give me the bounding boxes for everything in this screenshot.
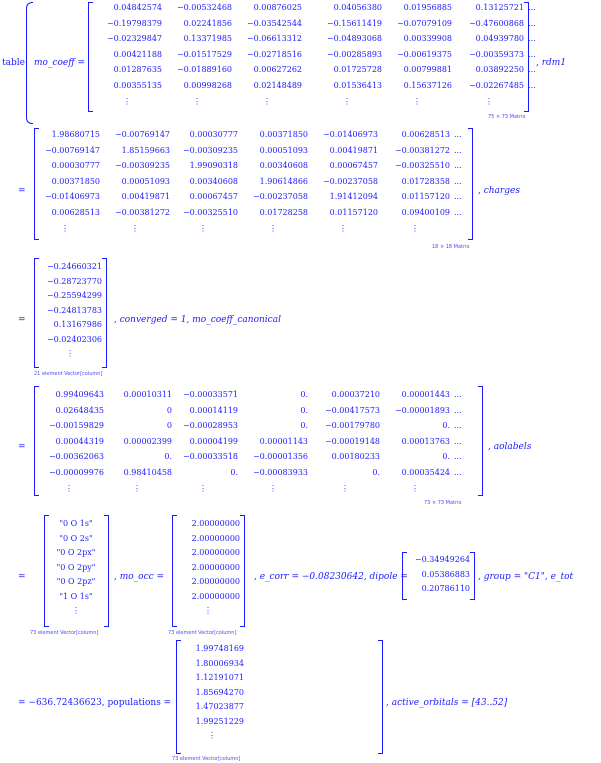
equals-sign: = bbox=[18, 442, 26, 452]
rdm1-dims: 18 × 18 Matrix bbox=[432, 244, 470, 250]
matrix-cell: 0.01956885 bbox=[403, 3, 452, 12]
matrix-cell: −0.00019148 bbox=[324, 436, 380, 446]
matrix-cell: −0.04893068 bbox=[326, 34, 382, 43]
charges-label: , charges bbox=[478, 186, 520, 196]
matrix-cell: −0.00417573 bbox=[324, 405, 380, 415]
matrix-cell: −0.00033571 bbox=[182, 390, 238, 399]
mo-coeff-label: mo_coeff = bbox=[34, 58, 86, 68]
row-ellipsis: ... bbox=[454, 176, 462, 186]
row-ellipsis: ... bbox=[454, 390, 462, 399]
matrix-cell: 0. bbox=[372, 467, 380, 477]
matrix-cell: −0.00325510 bbox=[182, 207, 238, 217]
etot-text: = −636.72436623, populations = bbox=[18, 698, 172, 708]
matrix-cell: −0.00362063 bbox=[48, 452, 104, 461]
matrix-cell: −0.07079109 bbox=[396, 18, 452, 28]
vector-entry: 1.99251229 bbox=[195, 716, 244, 726]
rdm1-matrix bbox=[38, 130, 468, 238]
matrix-cell: 0.00001443 bbox=[401, 390, 450, 399]
vector-entry: 2.00000000 bbox=[191, 562, 240, 572]
matrix-cell: −0.47600868 bbox=[468, 18, 524, 28]
row-ellipsis: ... bbox=[454, 452, 462, 461]
vector-vdots: ⋮ bbox=[204, 606, 212, 615]
column-vdots: ⋮ bbox=[341, 484, 349, 493]
vector-entry: 0.05386883 bbox=[421, 569, 470, 579]
row-ellipsis: ... bbox=[454, 192, 462, 201]
vector-entry: "0 O 1s" bbox=[59, 519, 93, 528]
vector-entry: "1 O 1s" bbox=[59, 591, 93, 601]
row-ellipsis: ... bbox=[528, 18, 536, 28]
matrix-cell: −0.00083933 bbox=[252, 467, 308, 477]
matrix-cell: −0.02718516 bbox=[246, 49, 302, 59]
matrix-cell: −0.00033518 bbox=[182, 452, 238, 461]
vector-entry: 1.85694270 bbox=[195, 687, 244, 697]
matrix-cell: 0.13371985 bbox=[183, 34, 232, 43]
matrix-cell: 0 bbox=[166, 421, 172, 430]
matrix-cell: 1.98680715 bbox=[51, 130, 100, 139]
matrix-cell: 0.00030777 bbox=[51, 161, 100, 170]
row-ellipsis: ... bbox=[454, 467, 462, 477]
matrix-cell: 0.00419871 bbox=[121, 192, 170, 201]
vector-entry: 1.99748169 bbox=[195, 644, 244, 653]
vector-vdots: ⋮ bbox=[208, 731, 216, 740]
vector-entry: "0 O 2s" bbox=[59, 533, 93, 543]
matrix-cell: −0.00237058 bbox=[252, 192, 308, 201]
matrix-cell: 0.02148489 bbox=[253, 80, 302, 90]
vector-entry: "0 O 2pz" bbox=[56, 577, 96, 586]
column-vdots: ⋮ bbox=[269, 224, 277, 233]
vector-entry: 2.00000000 bbox=[191, 533, 240, 543]
column-vdots: ⋮ bbox=[65, 484, 73, 493]
e-corr-text: , e_corr = −0.08230642, dipole = bbox=[254, 572, 408, 582]
vector-entry: 1.80006934 bbox=[195, 658, 244, 668]
row-ellipsis: ... bbox=[528, 3, 536, 12]
matrix-cell: 1.99090318 bbox=[189, 161, 238, 170]
matrix-cell: −0.00009976 bbox=[48, 467, 104, 477]
matrix-bracket-right bbox=[478, 386, 483, 496]
matrix-cell: 0.00014119 bbox=[189, 405, 238, 415]
matrix-cell: 0. bbox=[442, 421, 450, 430]
matrix-cell: 0.00371850 bbox=[51, 176, 100, 186]
row-ellipsis: ... bbox=[454, 405, 462, 415]
matrix-cell: 0.00035424 bbox=[401, 467, 450, 477]
row-ellipsis: ... bbox=[454, 130, 462, 139]
matrix-cell: −0.00001893 bbox=[394, 405, 450, 415]
matrix-cell: 0.00180233 bbox=[331, 452, 380, 461]
column-vdots: ⋮ bbox=[413, 97, 421, 106]
table-keyword: table bbox=[2, 58, 25, 68]
matrix-cell: 0.01725728 bbox=[333, 65, 382, 74]
vector-entry: −0.02402306 bbox=[46, 334, 102, 344]
matrix-cell: 0. bbox=[300, 405, 308, 415]
matrix-cell: 0.04056380 bbox=[333, 3, 382, 12]
canonical-dims: 73 × 73 Matrix bbox=[424, 500, 462, 506]
matrix-cell: −0.00769147 bbox=[44, 145, 100, 155]
matrix-cell: −0.00381272 bbox=[114, 207, 170, 217]
vector-entry: 2.00000000 bbox=[191, 519, 240, 528]
matrix-cell: −0.00309235 bbox=[114, 161, 170, 170]
mo-occ-dims: 73 element Vector[column] bbox=[168, 630, 237, 636]
matrix-cell: 0 bbox=[166, 405, 172, 415]
mo-occ-vector bbox=[176, 519, 240, 627]
matrix-cell: 0.00876025 bbox=[253, 3, 302, 12]
matrix-cell: 0. bbox=[300, 390, 308, 399]
matrix-cell: 0.00030777 bbox=[189, 130, 238, 139]
row-ellipsis: ... bbox=[528, 34, 536, 43]
matrix-cell: 0.00371850 bbox=[259, 130, 308, 139]
vector-bracket-right bbox=[104, 515, 109, 627]
matrix-cell: −0.00325510 bbox=[394, 161, 450, 170]
matrix-cell: 0.01287635 bbox=[113, 65, 162, 74]
column-vdots: ⋮ bbox=[263, 97, 271, 106]
charges-vector bbox=[38, 262, 102, 370]
matrix-cell: 0.03892250 bbox=[475, 65, 524, 74]
matrix-cell: 0. bbox=[230, 467, 238, 477]
vector-entry: 1.47023877 bbox=[195, 702, 244, 711]
column-vdots: ⋮ bbox=[485, 97, 493, 106]
vector-entry: 2.00000000 bbox=[191, 591, 240, 601]
row-ellipsis: ... bbox=[454, 207, 462, 217]
matrix-cell: 0.99409643 bbox=[55, 390, 104, 399]
row-ellipsis: ... bbox=[528, 80, 536, 90]
matrix-cell: −0.00309235 bbox=[182, 145, 238, 155]
matrix-cell: 0.01728258 bbox=[259, 207, 308, 217]
mo-coeff-matrix bbox=[92, 3, 536, 111]
matrix-cell: 0.00340608 bbox=[189, 176, 238, 186]
matrix-bracket-right bbox=[468, 128, 473, 240]
aolabels-vector bbox=[48, 519, 104, 627]
column-vdots: ⋮ bbox=[193, 97, 201, 106]
matrix-cell: 0.00419871 bbox=[329, 145, 378, 155]
column-vdots: ⋮ bbox=[411, 224, 419, 233]
equals-sign: = bbox=[18, 315, 26, 325]
matrix-cell: −0.00285893 bbox=[326, 49, 382, 59]
vector-entry: 2.00000000 bbox=[191, 577, 240, 586]
matrix-cell: 0.00421188 bbox=[113, 49, 162, 59]
matrix-cell: 1.85159663 bbox=[121, 145, 170, 155]
matrix-cell: −0.06613312 bbox=[246, 34, 302, 43]
matrix-cell: 0.00051093 bbox=[259, 145, 308, 155]
matrix-cell: 1.91412094 bbox=[329, 192, 378, 201]
equals-sign: = bbox=[18, 572, 26, 582]
matrix-cell: −0.01517529 bbox=[176, 49, 232, 59]
charges-dims: 21 element Vector[column] bbox=[34, 371, 103, 377]
vector-entry: "0 O 2px" bbox=[56, 548, 96, 557]
row-ellipsis: ... bbox=[454, 145, 462, 155]
table-open-brace bbox=[26, 2, 33, 124]
vector-entry: "0 O 2py" bbox=[56, 562, 96, 572]
vector-bracket-right bbox=[240, 515, 245, 627]
column-vdots: ⋮ bbox=[61, 224, 69, 233]
row-ellipsis: ... bbox=[528, 49, 536, 59]
row-ellipsis: ... bbox=[454, 436, 462, 446]
matrix-cell: −0.02267485 bbox=[468, 80, 524, 90]
matrix-cell: 0.01157120 bbox=[329, 207, 378, 217]
matrix-cell: 0.01157120 bbox=[401, 192, 450, 201]
matrix-cell: −0.00159829 bbox=[48, 421, 104, 430]
matrix-cell: 0.00004199 bbox=[189, 436, 238, 446]
matrix-cell: −0.00769147 bbox=[114, 130, 170, 139]
matrix-cell: 0.15637126 bbox=[403, 80, 452, 90]
vector-bracket-right bbox=[102, 258, 107, 368]
aolabels-label: , aolabels bbox=[488, 442, 532, 452]
dipole-vector bbox=[406, 555, 470, 599]
populations-vector bbox=[180, 644, 244, 752]
matrix-cell: −0.00028953 bbox=[182, 421, 238, 430]
matrix-cell: 0.00037210 bbox=[331, 390, 380, 399]
matrix-cell: 0.02648435 bbox=[55, 405, 104, 415]
matrix-cell: −0.02329847 bbox=[106, 34, 162, 43]
matrix-cell: −0.15611419 bbox=[326, 18, 382, 28]
vector-entry: −0.25594299 bbox=[46, 291, 102, 300]
vector-bracket-right bbox=[378, 640, 383, 754]
column-vdots: ⋮ bbox=[131, 224, 139, 233]
equals-sign: = bbox=[18, 186, 26, 196]
matrix-cell: 0.00013763 bbox=[401, 436, 450, 446]
vector-entry: 1.12191071 bbox=[195, 673, 244, 682]
column-vdots: ⋮ bbox=[411, 484, 419, 493]
vector-vdots: ⋮ bbox=[66, 349, 74, 358]
vector-entry: −0.28723770 bbox=[46, 276, 102, 286]
matrix-cell: 0. bbox=[442, 452, 450, 461]
column-vdots: ⋮ bbox=[199, 484, 207, 493]
matrix-cell: −0.01889160 bbox=[176, 65, 232, 74]
matrix-cell: −0.00359373 bbox=[468, 49, 524, 59]
matrix-cell: 0.01536413 bbox=[333, 80, 382, 90]
matrix-cell: −0.00001356 bbox=[252, 452, 308, 461]
row-ellipsis: ... bbox=[454, 421, 462, 430]
vector-entry: 0.20786110 bbox=[421, 584, 470, 593]
matrix-cell: 0.00044319 bbox=[55, 436, 104, 446]
canonical-matrix bbox=[38, 390, 478, 498]
matrix-cell: −0.19798379 bbox=[106, 18, 162, 28]
matrix-cell: 1.90614866 bbox=[259, 176, 308, 186]
column-vdots: ⋮ bbox=[339, 224, 347, 233]
vector-entry: −0.24660321 bbox=[46, 262, 102, 271]
matrix-cell: 0. bbox=[164, 452, 172, 461]
matrix-cell: 0.00001143 bbox=[259, 436, 308, 446]
matrix-cell: 0.00002399 bbox=[123, 436, 172, 446]
matrix-cell: 0.00067457 bbox=[329, 161, 378, 170]
populations-dims: 73 element Vector[column] bbox=[172, 756, 241, 762]
vector-entry: −0.24813783 bbox=[46, 305, 102, 315]
row-ellipsis: ... bbox=[454, 161, 462, 170]
matrix-cell: 0.00067457 bbox=[189, 192, 238, 201]
column-vdots: ⋮ bbox=[123, 97, 131, 106]
column-vdots: ⋮ bbox=[343, 97, 351, 106]
matrix-cell: 0.00627262 bbox=[253, 65, 302, 74]
matrix-cell: 0.04842574 bbox=[113, 3, 162, 12]
matrix-cell: 0.98410458 bbox=[123, 467, 172, 477]
matrix-cell: 0.00628513 bbox=[401, 130, 450, 139]
column-vdots: ⋮ bbox=[133, 484, 141, 493]
matrix-cell: 0.01728358 bbox=[401, 176, 450, 186]
matrix-cell: 0.09400109 bbox=[401, 207, 450, 217]
matrix-cell: 0.00010311 bbox=[123, 390, 172, 399]
matrix-cell: −0.01406973 bbox=[44, 192, 100, 201]
matrix-cell: −0.00237058 bbox=[322, 176, 378, 186]
group-text: , group = "C1", e_tot bbox=[478, 572, 574, 582]
column-vdots: ⋮ bbox=[199, 224, 207, 233]
matrix-cell: −0.00179780 bbox=[324, 421, 380, 430]
matrix-cell: −0.03542544 bbox=[246, 18, 302, 28]
active-orbitals-text: , active_orbitals = [43..52] bbox=[386, 698, 508, 708]
aolabels-dims: 73 element Vector[column] bbox=[30, 630, 99, 636]
mo-occ-label: , mo_occ = bbox=[114, 572, 165, 582]
matrix-cell: −0.01406973 bbox=[322, 130, 378, 139]
vector-vdots: ⋮ bbox=[72, 606, 80, 615]
matrix-cell: 0.00799881 bbox=[403, 65, 452, 74]
mo-coeff-dims: 75 × 73 Matrix bbox=[488, 114, 526, 120]
matrix-cell: 0.02241856 bbox=[183, 18, 232, 28]
matrix-cell: 0. bbox=[300, 421, 308, 430]
matrix-cell: 0.00355135 bbox=[113, 80, 162, 90]
matrix-cell: 0.13125721 bbox=[475, 3, 524, 12]
vector-bracket-right bbox=[470, 552, 475, 600]
column-vdots: ⋮ bbox=[269, 484, 277, 493]
matrix-cell: 0.00340608 bbox=[259, 161, 308, 170]
rdm1-label: , rdm1 bbox=[536, 58, 567, 68]
matrix-cell: −0.00532468 bbox=[176, 3, 232, 12]
matrix-cell: 0.04939780 bbox=[475, 34, 524, 43]
vector-entry: 2.00000000 bbox=[191, 548, 240, 557]
vector-entry: −0.34949264 bbox=[414, 555, 470, 564]
vector-entry: 0.13167986 bbox=[53, 320, 102, 329]
matrix-cell: −0.00381272 bbox=[394, 145, 450, 155]
row-ellipsis: ... bbox=[528, 65, 536, 74]
matrix-cell: −0.00619375 bbox=[396, 49, 452, 59]
converged-text: , converged = 1, mo_coeff_canonical bbox=[114, 315, 281, 325]
matrix-cell: 0.00628513 bbox=[51, 207, 100, 217]
matrix-cell: 0.00339908 bbox=[403, 34, 452, 43]
matrix-cell: 0.00998268 bbox=[183, 80, 232, 90]
matrix-cell: 0.00051093 bbox=[121, 176, 170, 186]
